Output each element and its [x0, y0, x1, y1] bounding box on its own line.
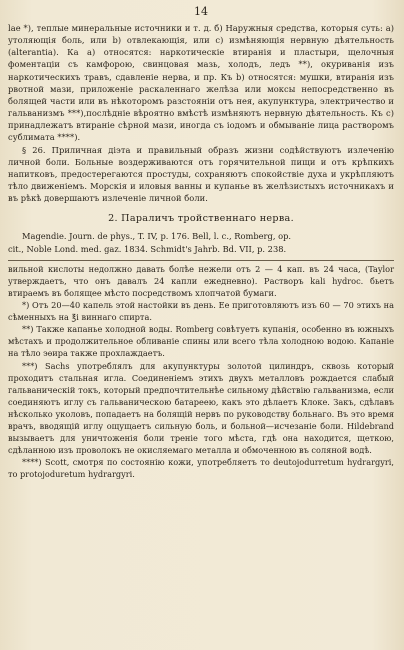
- body-paragraph-section-26: § 26. Приличная діэта и правильный образъ жизни содѣйствуютъ излеченію личной боли. Больные воздерживаются отъ горячительной пищи и отъ крѣпкихъ напитковъ, предостерегаются простуды, сохраняютъ спокойствіе духа и укрѣпляютъ тѣло движеніемъ. Морскія и иловыя ванны и купанье въ желѣзистыхъ источникахъ и въ рѣкѣ довершаютъ излеченіе личной боли.: [8, 144, 394, 204]
- footnote-continuation: вильной кислоты недолжно давать болѣе нежели отъ 2 — 4 кап. въ 24 часа, (Taylor утверждаетъ, что онъ давалъ 24 капли ежедневно). Растворъ kali hydroc. бьетъ втираемъ въ болящее мѣсто посредствомъ хлопчатой бумаги.: [8, 263, 394, 298]
- footnotes: [8, 263, 394, 481]
- footnote-2: **) Также капанье холодной воды. Romberg совѣтуетъ купанія, особенно въ южныхъ мѣстахъ и продолжительное обливаніе спины или всего тѣла холодною водою. Капаніе на тѣло эѳира также прохлаждаетъ.: [8, 324, 394, 359]
- reference-line-1: Magendie. Journ. de phys., T. IV, p. 176. Bell, l. c., Romberg, op.: [22, 231, 292, 242]
- footnote-1: *) Отъ 20—40 капель этой настойки въ день. Ее приготовляютъ изъ 60 — 70 этихъ на сѣменныхъ на ℥i виннаго спирта.: [8, 300, 394, 323]
- main-text: [8, 22, 394, 204]
- footnote-4: ****) Scott, смотря по состоянію кожи, употребляетъ то deutojodurretum hydrargyri, то protojoduretum hydrargyri.: [8, 457, 394, 480]
- body-paragraph-1: lae *), теплые минеральные источники и т. д. б) Наружныя средства, которыя суть: а) утоляющія боль, или b) отвлекающія, или с) измѣняющія нервную дѣятельность (alterantia). Ка а) относятся: наркотическіе втиранія и пластыри, щелочныя фоментаціи съ камфорою, свинцовая мазь, холодъ, ледъ **), окуриванія изъ наркотическихъ травъ, сдавленіе нерва, и пр. Къ b) относятся: мушки, втиранія изъ рвотной мази, приложеніе раскаленнаго желѣза или моксы непосредственно въ болящей части или въ нѣкоторомъ разстояніи отъ нея, акупунктура, электричество и гальванизмъ ***),послѣдніе вѣроятно вмѣстѣ измѣняютъ нервную дѣятельность. Къ с) принадлежатъ втираніе сѣрной мази, иногда съ іодомъ и обмываніе лица растворомъ сублимата ****).: [8, 23, 394, 143]
- section-heading: 2. Параличъ тройственнаго нерва.: [108, 213, 294, 225]
- references-block: [8, 230, 394, 254]
- footnote-divider: [8, 260, 394, 261]
- page-number: 14: [194, 5, 208, 18]
- footnote-3: ***) Sachs употреблялъ для акупунктуры золотой цилиндръ, сквозь который проходитъ стальная игла. Соединеніемъ этихъ двухъ металловъ рождается слабый гальваническій токъ, который предпочтительнѣе сильному дѣйствію гальванизма, если соединяютъ иглу съ гальваническою батареею, какъ это дѣлаетъ Клоке. Закъ, сдѣлавъ нѣсколько уколовъ, попадаетъ на болящій нервъ по руководству больнаго. Въ это время врачъ, вводящій иглу ощущаетъ сильную боль, и больной—исчезаніе боли. Hildebrand вызываетъ для уничтоженія боли треніе того мѣста, гдѣ она находится, щеткою, сдѣланною изъ проволокъ не окисляемаго металла и обмоченною въ соляной водѣ.: [8, 360, 394, 456]
- reference-line-2: cit., Noble Lond. med. gaz. 1834. Schmidt's Jahrb. Bd. VII, p. 238.: [8, 243, 287, 254]
